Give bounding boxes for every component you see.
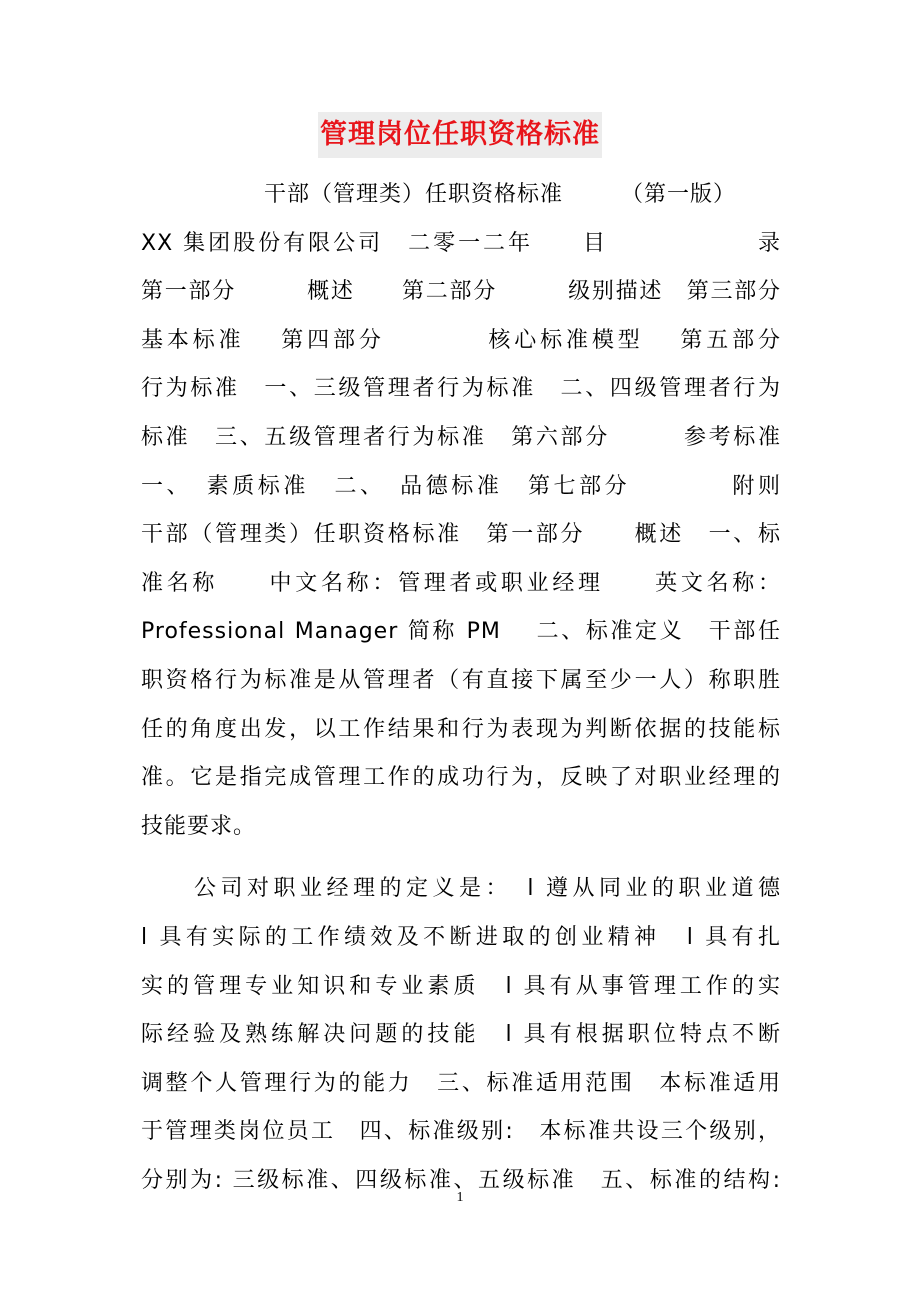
text-line: 调整个人管理行为的能力 三、标准适用范围 本标准适用 [141,1070,781,1096]
text-line: 公司对职业经理的定义是： l 遵从同业的职业道德 [141,876,781,902]
text-line: 技能要求。 [141,813,257,839]
page-number: 1 [456,1190,464,1205]
text-line: 干部（管理类）任职资格标准 第一部分 概述 一、标 [141,522,781,548]
text-line: 标准 三、五级管理者行为标准 第六部分 参考标准 [141,424,781,450]
text-line: 任的角度出发，以工作结果和行为表现为判断依据的技能标 [141,716,781,742]
text-line: 于管理类岗位员工 四、标准级别: 本标准共设三个级别， [141,1119,781,1145]
text-line: 分别为: 三级标准、四级标准、五级标准 五、标准的结构: [141,1167,781,1193]
text-line: 准。它是指完成管理工作的成功行为，反映了对职业经理的 [141,765,781,791]
text-line: 职资格行为标准是从管理者（有直接下属至少一人）称职胜 [141,667,781,693]
text-line: XX 集团股份有限公司 二零一二年 目 录 [141,230,781,256]
document-title: 管理岗位任职资格标准 [318,112,602,158]
title-container [0,112,920,158]
document-body [141,171,781,1205]
text-line: 第一部分 概述 第二部分 级别描述 第三部分 [141,279,781,305]
text-line: Professional Manager 简称 PM 二、标准定义 干部任 [141,619,781,645]
text-line: 基本标准 第四部分 核心标准模型 第五部分 [141,327,781,353]
text-line: 准名称 中文名称：管理者或职业经理 英文名称： [141,570,781,596]
text-line: 干部（管理类）任职资格标准 （第一版） [264,182,737,207]
paragraph-gap [141,851,781,865]
text-line: 实的管理专业知识和专业素质 l 具有从事管理工作的实 [141,973,781,999]
text-line: 行为标准 一、三级管理者行为标准 二、四级管理者行为 [141,376,781,402]
text-line: 际经验及熟练解决问题的技能 l 具有根据职位特点不断 [141,1022,781,1048]
text-line: 一、 素质标准 二、 品德标准 第七部分 附则 [141,473,781,499]
text-line: l 具有实际的工作绩效及不断进取的创业精神 l 具有扎 [141,924,781,950]
